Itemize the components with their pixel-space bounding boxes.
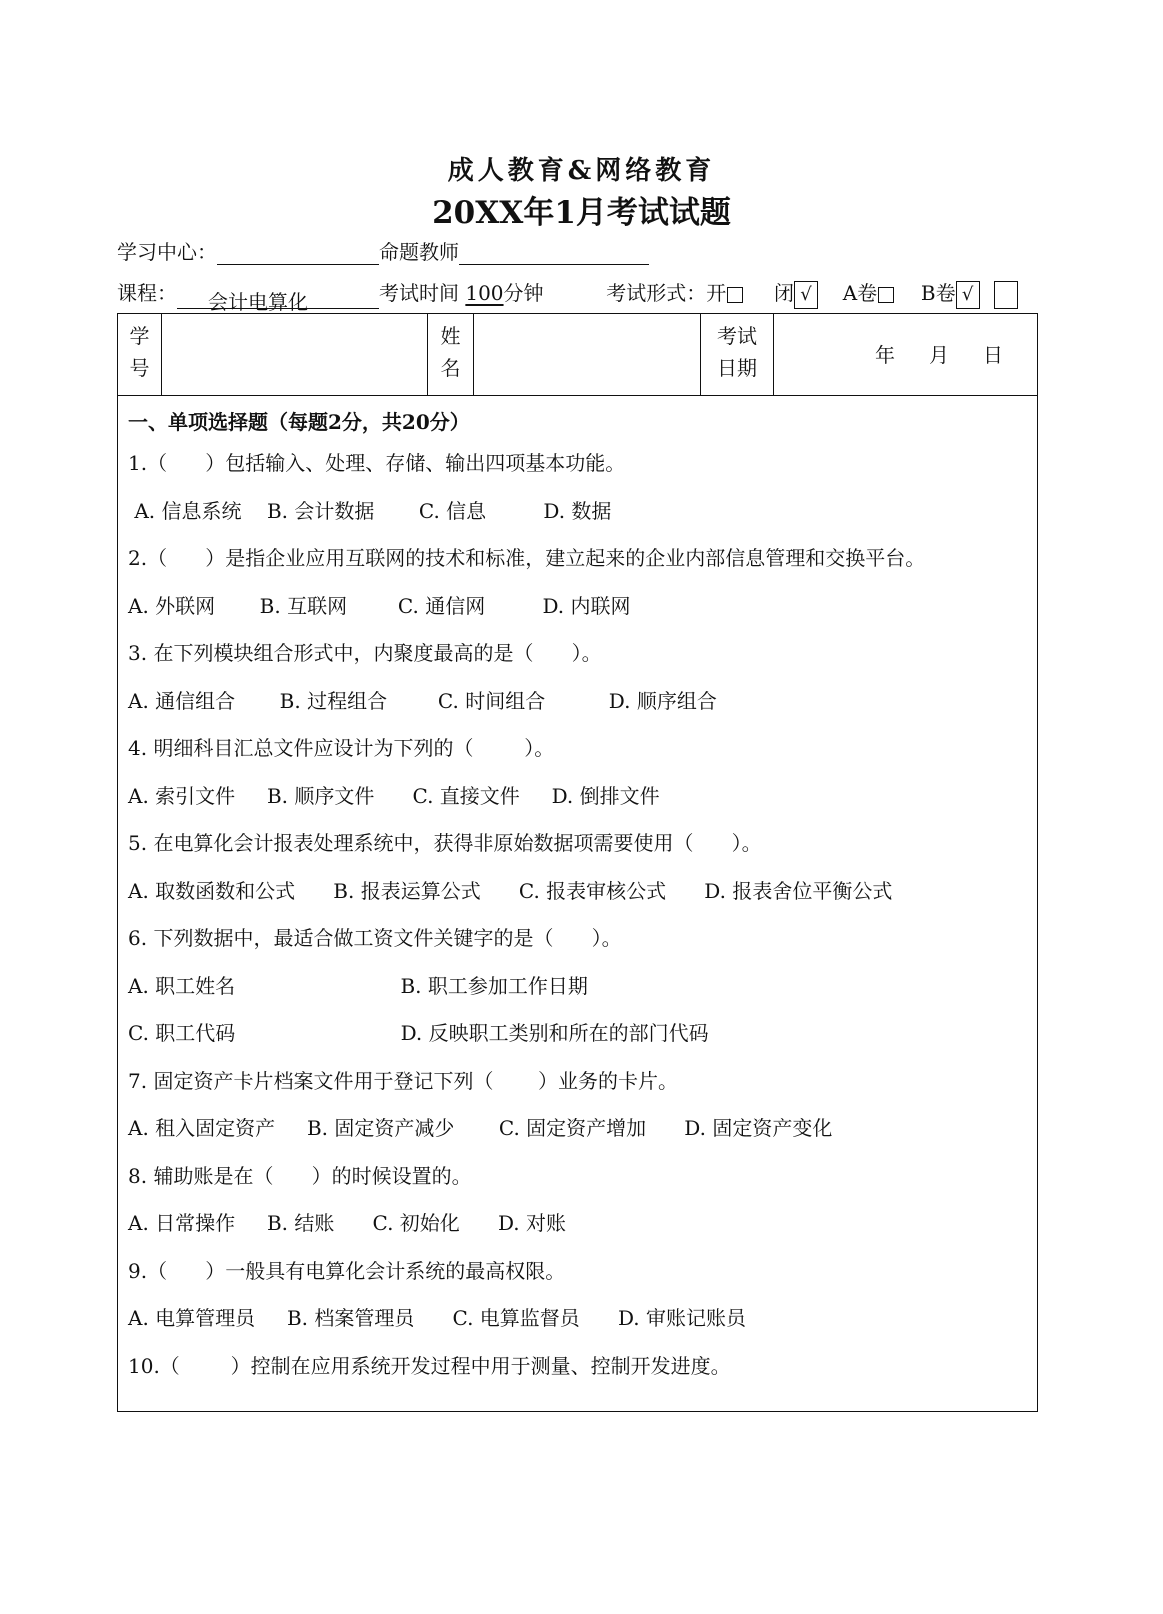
exam-time-label: 考试时间 (379, 281, 459, 305)
paper-a-checkbox[interactable] (878, 287, 894, 303)
info-line-2 (117, 277, 1018, 314)
question-3: 3. 在下列模块组合形式中，内聚度最高的是（ ）。 (128, 641, 602, 665)
question-9-options: A. 电算管理员 B. 档案管理员 C. 电算监督员 D. 审账记账员 (128, 1306, 746, 1330)
exam-date-label-line1: 考试 (717, 324, 757, 348)
exam-form-label: 考试形式：开 (606, 281, 727, 305)
question-5-options: A. 取数函数和公式 B. 报表运算公式 C. 报表审核公式 D. 报表舍位平衡公式 (128, 879, 893, 903)
student-info-row (118, 314, 1037, 396)
info-line-1 (117, 236, 649, 265)
question-10: 10.（ ）控制在应用系统开发过程中用于测量、控制开发进度。 (128, 1354, 731, 1378)
question-7: 7. 固定资产卡片档案文件用于登记下列（ ）业务的卡片。 (128, 1069, 678, 1093)
question-4: 4. 明细科目汇总文件应设计为下列的（ ）。 (128, 736, 555, 760)
learning-center-blank (217, 242, 379, 265)
teacher-blank (459, 242, 649, 265)
question-6: 6. 下列数据中，最适合做工资文件关键字的是（ ）。 (128, 926, 622, 950)
exam-date-label (701, 320, 773, 384)
exam-date-field[interactable] (775, 314, 1037, 395)
student-name-label-line2: 名 (440, 356, 461, 380)
course-value (177, 286, 379, 314)
student-id-label (118, 320, 161, 384)
teacher-label: 命题教师 (379, 240, 459, 264)
student-id-label-line1: 学 (129, 324, 150, 348)
exam-time-value: 100 (465, 281, 504, 305)
closed-book-label: 闭 (773, 281, 794, 305)
exam-frame (117, 313, 1038, 1412)
student-name-label (428, 320, 473, 384)
divider (773, 314, 774, 395)
course-name: 会计电算化 (208, 289, 308, 314)
paper-b-checkbox[interactable]: √ (956, 281, 980, 309)
exam-date-label-line2: 日期 (717, 356, 757, 380)
paper-a-label: A卷 (842, 281, 878, 305)
institution-name: 成人教育&网络教育 (447, 156, 716, 186)
section-title: 一、单项选择题（每题2分，共20分） (128, 410, 470, 434)
extra-checkbox[interactable] (994, 281, 1018, 309)
question-5: 5. 在电算化会计报表处理系统中，获得非原始数据项需要使用（ ）。 (128, 831, 762, 855)
open-book-checkbox[interactable] (727, 287, 743, 303)
divider (161, 314, 162, 395)
question-8: 8. 辅助账是在（ ）的时候设置的。 (128, 1164, 472, 1188)
student-id-field[interactable] (163, 314, 425, 395)
question-3-options: A. 通信组合 B. 过程组合 C. 时间组合 D. 顺序组合 (128, 689, 717, 713)
day-label: 日 (983, 343, 1003, 367)
student-name-label-line1: 姓 (440, 324, 461, 348)
student-name-field[interactable] (475, 314, 699, 395)
exam-title: 20XX年1月考试试题 (432, 195, 731, 231)
question-6-options-cd: C. 职工代码 D. 反映职工类别和所在的部门代码 (128, 1021, 709, 1045)
question-1: 1.（ ）包括输入、处理、存储、输出四项基本功能。 (128, 451, 626, 475)
question-1-options: A. 信息系统 B. 会计数据 C. 信息 D. 数据 (128, 499, 612, 523)
question-6-options-ab: A. 职工姓名 B. 职工参加工作日期 (128, 974, 588, 998)
paper-b-label: B卷 (920, 281, 956, 305)
question-8-options: A. 日常操作 B. 结账 C. 初始化 D. 对账 (128, 1211, 566, 1235)
divider (473, 314, 474, 395)
exam-time-unit: 分钟 (503, 281, 544, 305)
month-label: 月 (929, 343, 949, 367)
question-9: 9.（ ）一般具有电算化会计系统的最高权限。 (128, 1259, 566, 1283)
learning-center-label: 学习中心： (117, 240, 217, 264)
question-2: 2.（ ）是指企业应用互联网的技术和标准，建立起来的企业内部信息管理和交换平台。 (128, 546, 926, 570)
year-label: 年 (875, 343, 895, 367)
student-id-label-line2: 号 (129, 356, 150, 380)
closed-book-checkbox[interactable]: √ (794, 281, 818, 309)
question-2-options: A. 外联网 B. 互联网 C. 通信网 D. 内联网 (128, 594, 631, 618)
course-label: 课程： (117, 281, 177, 305)
question-7-options: A. 租入固定资产 B. 固定资产减少 C. 固定资产增加 D. 固定资产变化 (128, 1116, 833, 1140)
question-4-options: A. 索引文件 B. 顺序文件 C. 直接文件 D. 倒排文件 (128, 784, 660, 808)
